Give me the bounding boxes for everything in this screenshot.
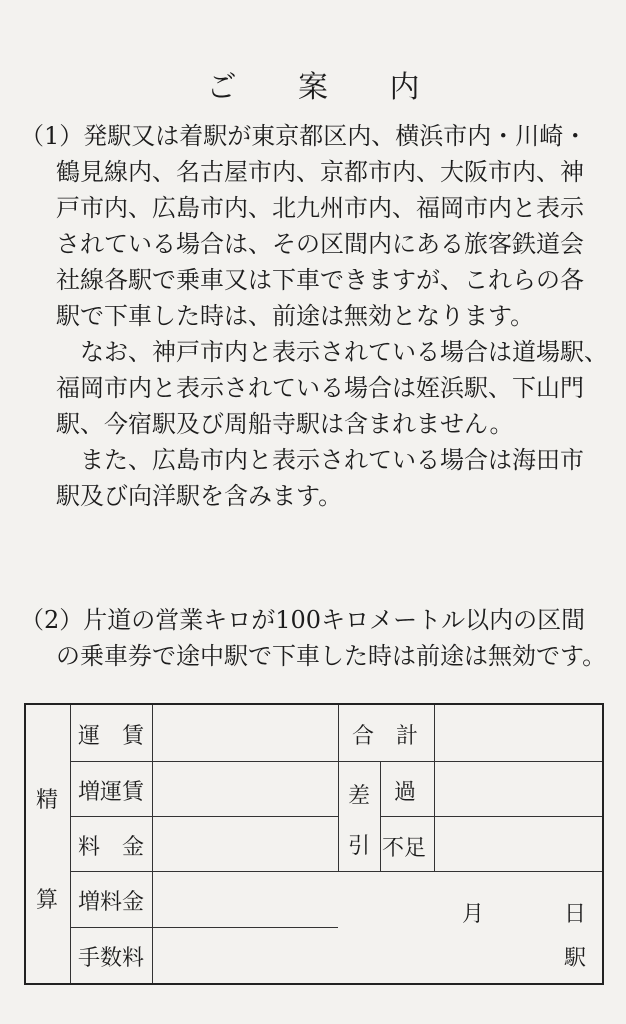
section-1-line: 駅で下車した時は、前途は無効となります。 <box>56 302 535 330</box>
section-1-line: 鶴見線内、名古屋市内、京都市内、大阪市内、神 <box>56 158 584 186</box>
section-1 <box>20 118 610 514</box>
row-label-extra-charge: 増料金 <box>78 890 145 915</box>
section-1-line: 駅及び向洋駅を含みます。 <box>56 482 343 510</box>
section-1-line: 社線各駅で乗車又は下車できますが、これらの各 <box>56 266 584 294</box>
settlement-table <box>24 703 604 985</box>
section-1-line: また、広島市内と表示されている場合は海田市 <box>56 446 584 474</box>
section-1-line: 福岡市内と表示されている場合は姪浜駅、下山門 <box>56 374 584 402</box>
row-label-fare: 運 賃 <box>78 724 145 749</box>
section-1-line: 戸市内、広島市内、北九州市内、福岡市内と表示 <box>56 194 584 222</box>
section-1-line: されている場合は、その区間内にある旅客鉄道会 <box>56 230 584 258</box>
section-1-line: 駅、今宿駅及び周船寺駅は含まれません。 <box>56 410 514 438</box>
difference-label: 差 <box>348 784 371 809</box>
section-2 <box>20 602 610 674</box>
row-label-extra-fare: 増運賃 <box>78 780 145 805</box>
day-label: 日 <box>564 902 587 927</box>
section-1-line: なお、神戸市内と表示されている場合は道場駅、 <box>56 338 608 366</box>
difference-label: 引 <box>348 834 371 859</box>
section-1-line: （1）発駅又は着駅が東京都区内、横浜市内・川崎・ <box>20 122 588 150</box>
section-2-line: （2）片道の営業キロが100キロメートル以内の区間 <box>20 606 586 634</box>
row-label-fee: 手数料 <box>78 946 145 971</box>
settlement-label: 精 <box>36 788 59 813</box>
month-label: 月 <box>462 902 485 927</box>
short-label: 不足 <box>382 836 427 861</box>
section-2-line: の乗車券で途中駅で下車した時は前途は無効です。 <box>56 642 607 670</box>
over-label: 過 <box>394 780 417 805</box>
row-label-charge: 料 金 <box>78 835 145 860</box>
page-title: ご 案 内 <box>206 70 446 105</box>
settlement-label: 算 <box>36 888 59 913</box>
station-label: 駅 <box>564 946 587 971</box>
total-label: 合 計 <box>352 724 419 749</box>
